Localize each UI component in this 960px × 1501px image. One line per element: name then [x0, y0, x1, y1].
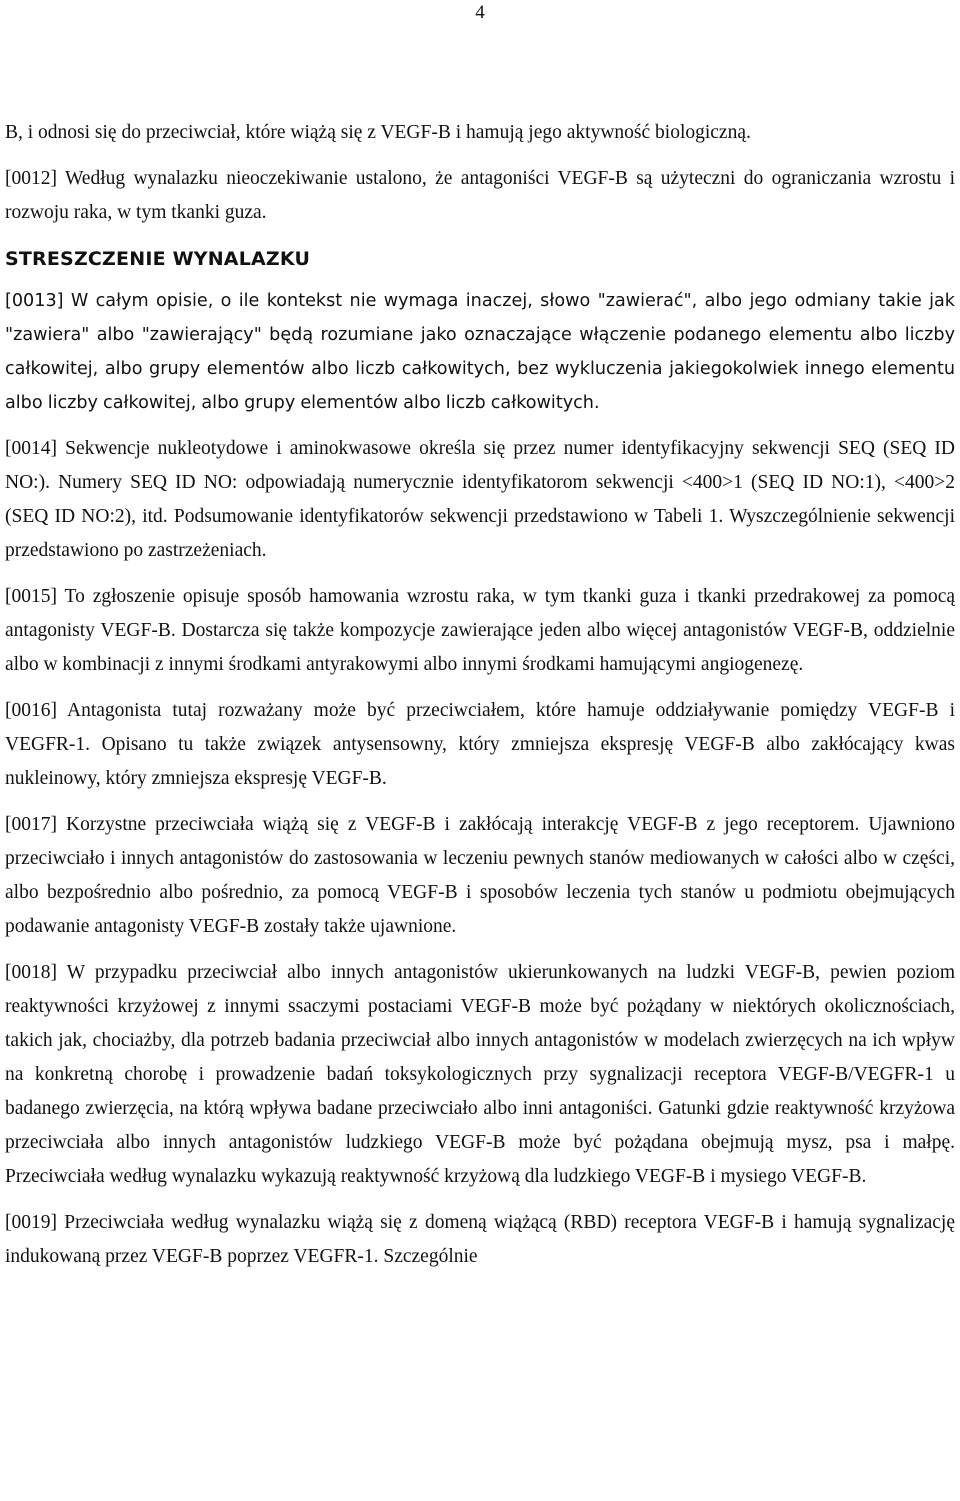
document-body [5, 116, 955, 1286]
paragraph-0017 [5, 808, 955, 944]
paragraph-number: [0015] [5, 586, 57, 607]
paragraph-0015 [5, 580, 955, 682]
paragraph-0019 [5, 1206, 955, 1274]
paragraph-number: [0018] [5, 962, 57, 983]
paragraph-text: W przypadku przeciwciał albo innych antagonistów ukierunkowanych na ludzki VEGF-B, pewien poziom reaktywności krzyżowej z innymi ssaczymi postaciami VEGF-B może być pożądany w niektórych okolicznościach, takich jak, chociażby, dla potrzeb badania przeciwciał albo innych antagonistów w modelach zwierzęcych na ich wpływ na konkretną chorobę i prowadzenie badań toksykologicznych przy sygnalizacji receptora VEGF-B/VEGFR-1 u badanego zwierzęcia, na którą wpływa badane przeciwciało albo inni antagoniści. Gatunki gdzie reaktywność krzyżowa przeciwciała albo innych antagonistów ludzkiego VEGF-B może być pożądana obejmują mysz, psa i małpę. Przeciwciała według wynalazku wykazują reaktywność krzyżową dla ludzkiego VEGF-B i mysiego VEGF-B. [5, 962, 955, 1187]
paragraph-text: W całym opisie, o ile kontekst nie wymaga inaczej, słowo "zawierać", albo jego odmiany takie jak "zawiera" albo "zawierający" będą rozumiane jako oznaczające włączenie podanego elementu albo liczby całkowitej, albo grupy elementów albo liczb całkowitych, bez wykluczenia jakiegokolwiek innego elementu albo liczby całkowitej, albo grupy elementów albo liczb całkowitych. [5, 291, 955, 413]
paragraph-text: Sekwencje nukleotydowe i aminokwasowe określa się przez numer identyfikacyjny sekwencji SEQ (SEQ ID NO:). Numery SEQ ID NO: odpowiadają numerycznie identyfikatorom sekwencji <400>1 (SEQ ID NO:1), <400>2 (SEQ ID NO:2), itd. Podsumowanie identyfikatorów sekwencji przedstawiono w Tabeli 1. Wyszczególnienie sekwencji przedstawiono po zastrzeżeniach. [5, 438, 956, 561]
paragraph-text: Antagonista tutaj rozważany może być przeciwciałem, które hamuje oddziaływanie pomiędzy VEGF-B i VEGFR-1. Opisano tu także związek antysensowny, który zmniejsza ekspresję VEGF-B albo zakłócający kwas nukleinowy, który zmniejsza ekspresję VEGF-B. [5, 700, 955, 789]
paragraph-0016 [5, 694, 955, 796]
paragraph-0014 [5, 432, 955, 568]
paragraph-0012 [5, 162, 955, 230]
paragraph-text: Przeciwciała według wynalazku wiążą się z domeną wiążącą (RBD) receptora VEGF-B i hamują sygnalizację indukowaną przez VEGF-B poprzez VEGFR-1. Szczególnie [5, 1212, 955, 1267]
paragraph-number: [0016] [5, 700, 57, 721]
page-number: 4 [475, 2, 485, 23]
paragraph-text: To zgłoszenie opisuje sposób hamowania wzrostu raka, w tym tkanki guza i tkanki przedrakowej za pomocą antagonisty VEGF-B. Dostarcza się także kompozycje zawierające jeden albo więcej antagonistów VEGF-B, oddzielnie albo w kombinacji z innymi środkami antyrakowymi albo innymi środkami hamującymi angiogenezę. [5, 586, 956, 675]
paragraph-number: [0013] [5, 291, 64, 311]
paragraph-0013 [5, 284, 955, 420]
paragraph-text: Według wynalazku nieoczekiwanie ustalono, że antagoniści VEGF-B są użyteczni do ograniczania wzrostu i rozwoju raka, w tym tkanki guza. [5, 168, 955, 223]
paragraph-number: [0019] [5, 1212, 57, 1233]
paragraph-number: [0017] [5, 814, 57, 835]
paragraph-number: [0012] [5, 168, 57, 189]
section-heading: STRESZCZENIE WYNALAZKU [5, 248, 311, 270]
paragraph-0018 [5, 956, 955, 1194]
paragraph-text: B, i odnosi się do przeciwciał, które wiążą się z VEGF-B i hamują jego aktywność biologiczną. [5, 122, 751, 143]
paragraph-intro [5, 116, 955, 150]
paragraph-number: [0014] [5, 438, 57, 459]
paragraph-text: Korzystne przeciwciała wiążą się z VEGF-B i zakłócają interakcję VEGF-B z jego receptorem. Ujawniono przeciwciało i innych antagonistów do zastosowania w leczeniu pewnych stanów mediowanych w całości albo w części, albo bezpośrednio albo pośrednio, za pomocą VEGF-B i sposobów leczenia tych stanów u podmiotu obejmujących podawanie antagonisty VEGF-B zostały także ujawnione. [5, 814, 956, 937]
